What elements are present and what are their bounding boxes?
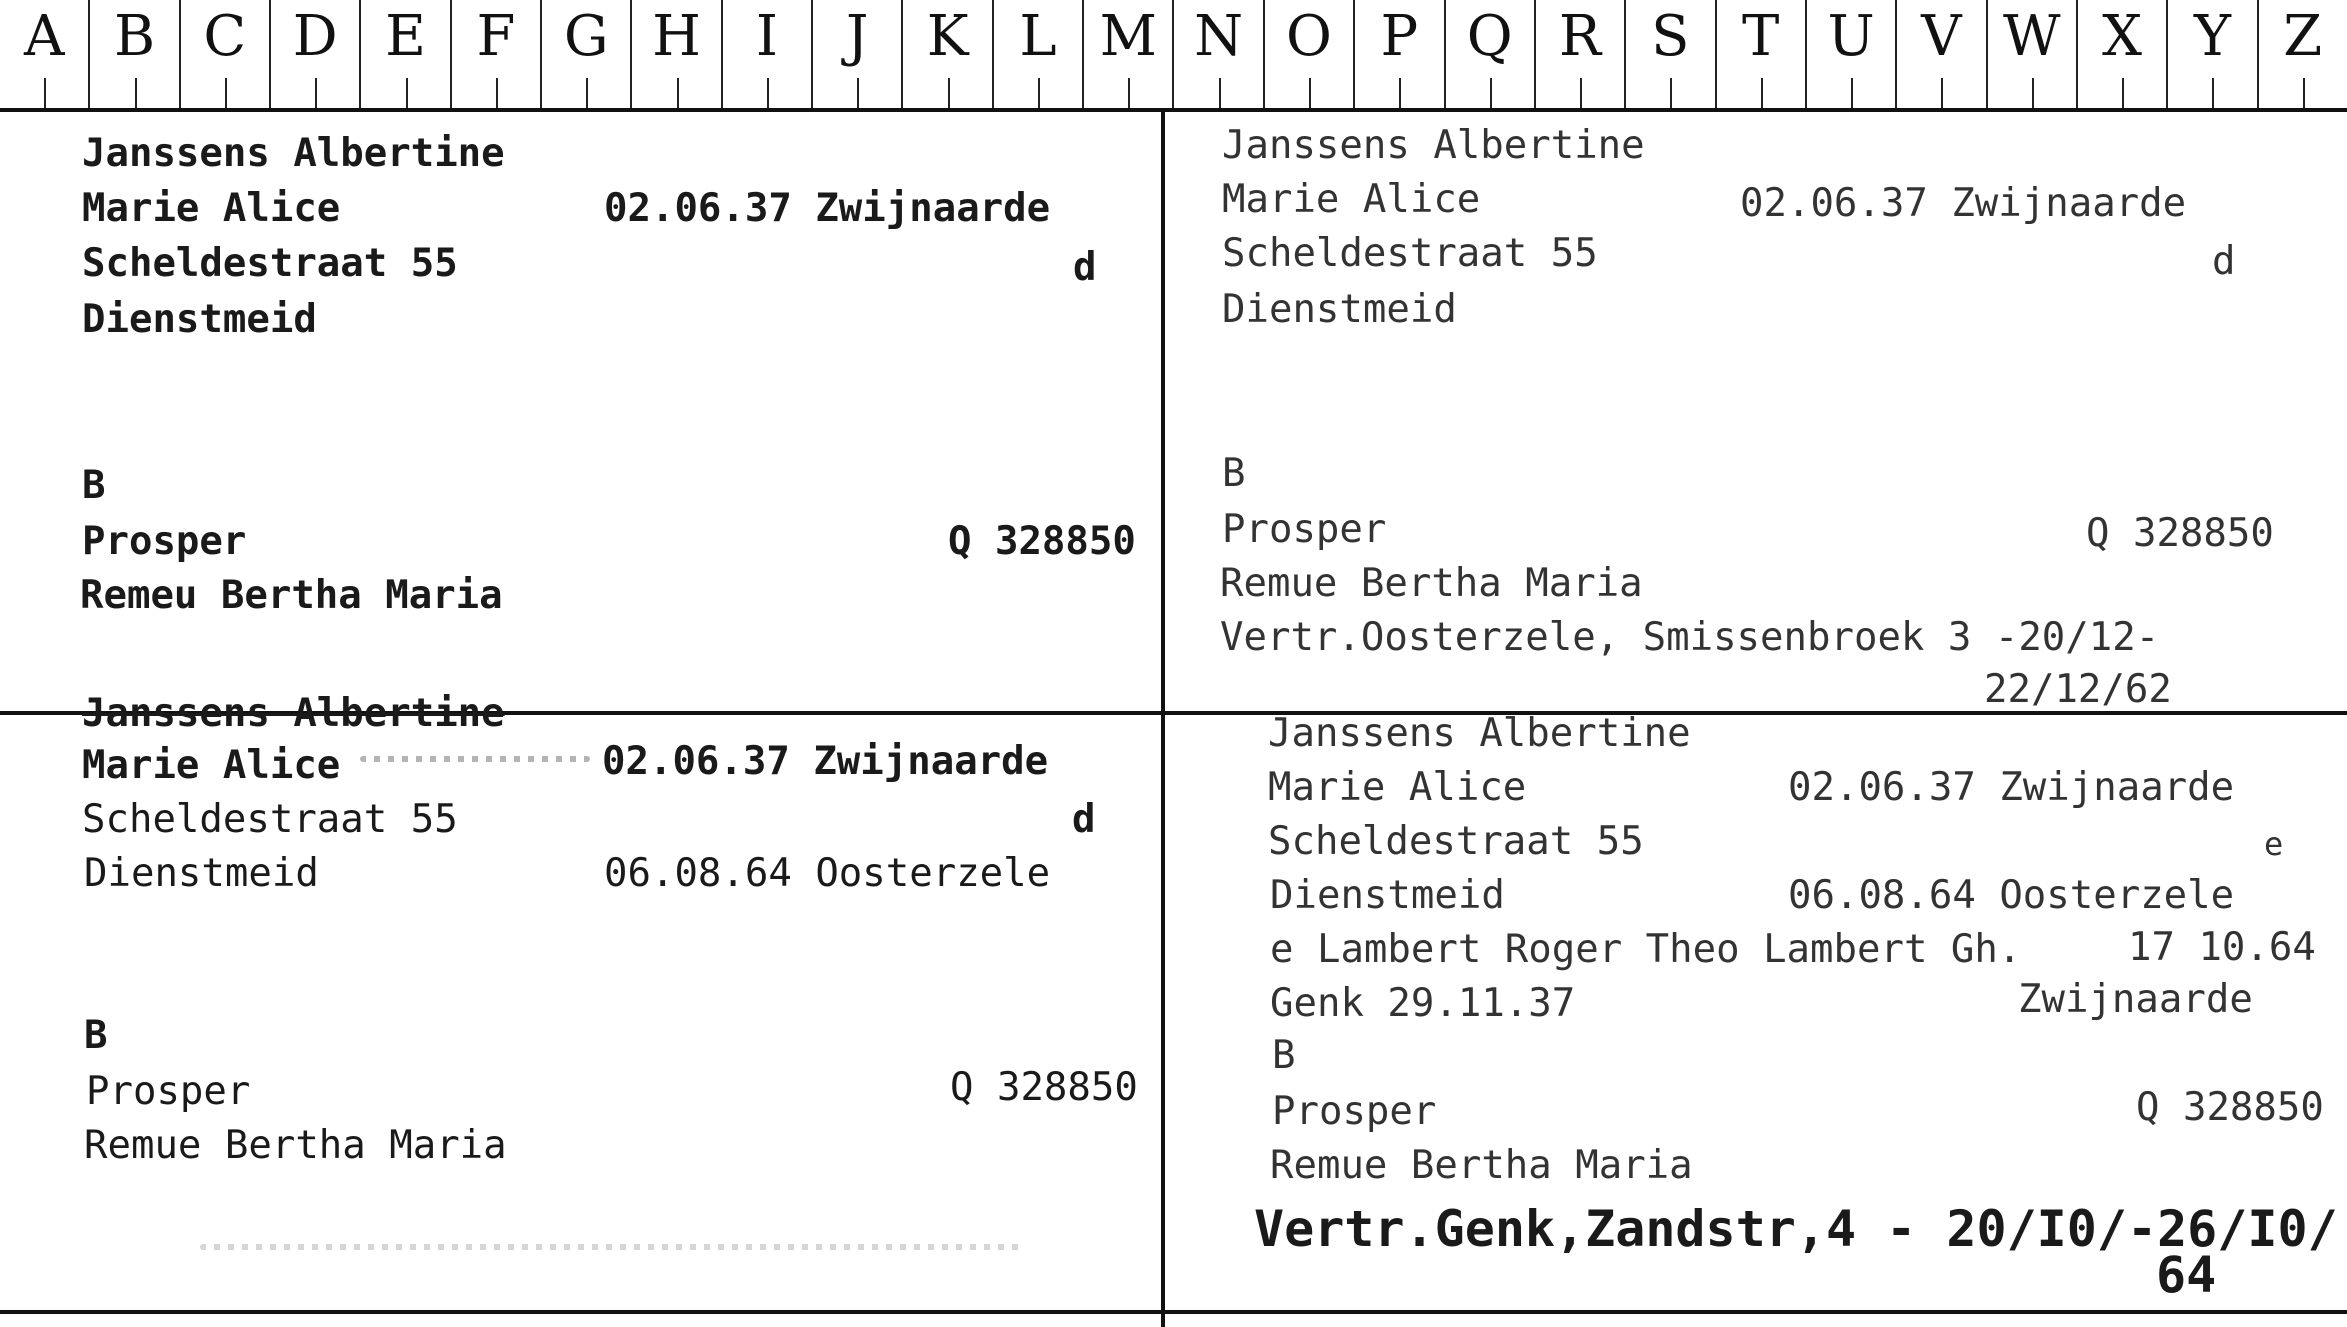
given-names: Marie Alice	[82, 186, 341, 231]
marriage-date: 17 10.64	[2128, 925, 2316, 970]
index-tab-n: N	[1172, 0, 1262, 108]
index-tab-b: B	[88, 0, 178, 108]
index-tab-t: T	[1715, 0, 1805, 108]
given-names: Marie Alice	[1222, 177, 1481, 222]
mother-name: Remue Bertha Maria	[84, 1123, 507, 1168]
spouse-birth: Genk 29.11.37	[1270, 981, 1576, 1026]
move-date-place: 06.08.64 Oosterzele	[604, 851, 1051, 896]
occupation: Dienstmeid	[1222, 287, 1457, 332]
index-tab-v: V	[1895, 0, 1985, 108]
departure-stamp-year: 64	[2156, 1246, 2217, 1304]
index-tab-s: S	[1624, 0, 1714, 108]
index-tab-a: A	[0, 0, 88, 108]
birth-date-place: 02.06.37 Zwijnaarde	[1740, 181, 2187, 226]
birth-date-place: 02.06.37 Zwijnaarde	[1788, 765, 2235, 810]
card-bottom-left	[0, 691, 1160, 1310]
street-address: Scheldestraat 55	[1268, 819, 1644, 864]
index-tab-f: F	[450, 0, 540, 108]
street-address: Scheldestraat 55	[82, 241, 458, 286]
mother-name: Remue Bertha Maria	[1270, 1143, 1693, 1188]
departure-note: Vertr.Oosterzele, Smissenbroek 3 -20/12-	[1220, 615, 2160, 660]
marriage-place: Zwijnaarde	[2018, 977, 2253, 1022]
occupation: Dienstmeid	[82, 297, 317, 342]
street-address: Scheldestraat 55	[82, 797, 458, 842]
index-tab-m: M	[1082, 0, 1172, 108]
street-address: Scheldestraat 55	[1222, 231, 1598, 276]
card-top-right	[1166, 112, 2347, 710]
status-mark: d	[1073, 245, 1097, 290]
ink-smudge	[360, 756, 590, 762]
given-names: Marie Alice	[82, 743, 341, 788]
occupation: Dienstmeid	[84, 851, 319, 896]
given-names: Marie Alice	[1268, 765, 1527, 810]
section-letter: B	[1222, 451, 1246, 496]
card-bottom-right	[1166, 711, 2347, 1310]
card-top-left	[0, 112, 1160, 710]
surname: Janssens Albertine	[1268, 711, 1691, 756]
index-tab-j: J	[811, 0, 901, 108]
index-tab-h: H	[630, 0, 720, 108]
index-tab-o: O	[1263, 0, 1353, 108]
index-tab-d: D	[269, 0, 359, 108]
register-code: Q 328850	[948, 519, 1136, 564]
departure-note-date: 22/12/62	[1984, 667, 2172, 712]
birth-date-place: 02.06.37 Zwijnaarde	[602, 739, 1049, 784]
index-tab-c: C	[179, 0, 269, 108]
index-tab-i: I	[721, 0, 811, 108]
index-tab-w: W	[1986, 0, 2076, 108]
index-tab-r: R	[1534, 0, 1624, 108]
index-tab-q: Q	[1444, 0, 1534, 108]
register-code: Q 328850	[2086, 511, 2274, 556]
mother-name: Remeu Bertha Maria	[80, 573, 503, 618]
register-code: Q 328850	[950, 1065, 1138, 1110]
index-tab-z: Z	[2257, 0, 2347, 108]
occupation: Dienstmeid	[1270, 873, 1505, 918]
center-divider	[1161, 112, 1165, 1327]
status-mark: e	[2264, 825, 2284, 863]
section-letter: B	[82, 463, 106, 508]
surname: Janssens Albertine	[82, 131, 505, 176]
father-name: Prosper	[82, 519, 247, 564]
section-letter: B	[1272, 1033, 1296, 1078]
father-name: Prosper	[86, 1069, 251, 1114]
index-tab-u: U	[1805, 0, 1895, 108]
section-letter: B	[84, 1013, 108, 1058]
surname: Janssens Albertine	[82, 691, 505, 736]
index-tab-l: L	[992, 0, 1082, 108]
birth-date-place: 02.06.37 Zwijnaarde	[604, 186, 1051, 231]
status-mark: d	[2212, 239, 2236, 284]
index-tab-e: E	[359, 0, 449, 108]
mother-name: Remue Bertha Maria	[1220, 561, 1643, 606]
alphabet-index-strip	[0, 0, 2347, 112]
index-tab-y: Y	[2166, 0, 2256, 108]
status-mark: d	[1072, 797, 1096, 842]
index-tab-p: P	[1353, 0, 1443, 108]
father-name: Prosper	[1272, 1089, 1437, 1134]
departure-stamp: Vertr.Genk,Zandstr,4 - 20/I0/-26/I0/	[1254, 1200, 2338, 1258]
father-name: Prosper	[1222, 507, 1387, 552]
register-code: Q 328850	[2136, 1085, 2324, 1130]
faded-stamp-trace	[200, 1244, 1020, 1250]
bottom-divider	[0, 1310, 2347, 1314]
index-tab-k: K	[901, 0, 991, 108]
index-tab-g: G	[540, 0, 630, 108]
spouse-name: e Lambert Roger Theo Lambert Gh.	[1270, 927, 2022, 972]
index-tab-x: X	[2076, 0, 2166, 108]
move-date-place: 06.08.64 Oosterzele	[1788, 873, 2235, 918]
surname: Janssens Albertine	[1222, 123, 1645, 168]
